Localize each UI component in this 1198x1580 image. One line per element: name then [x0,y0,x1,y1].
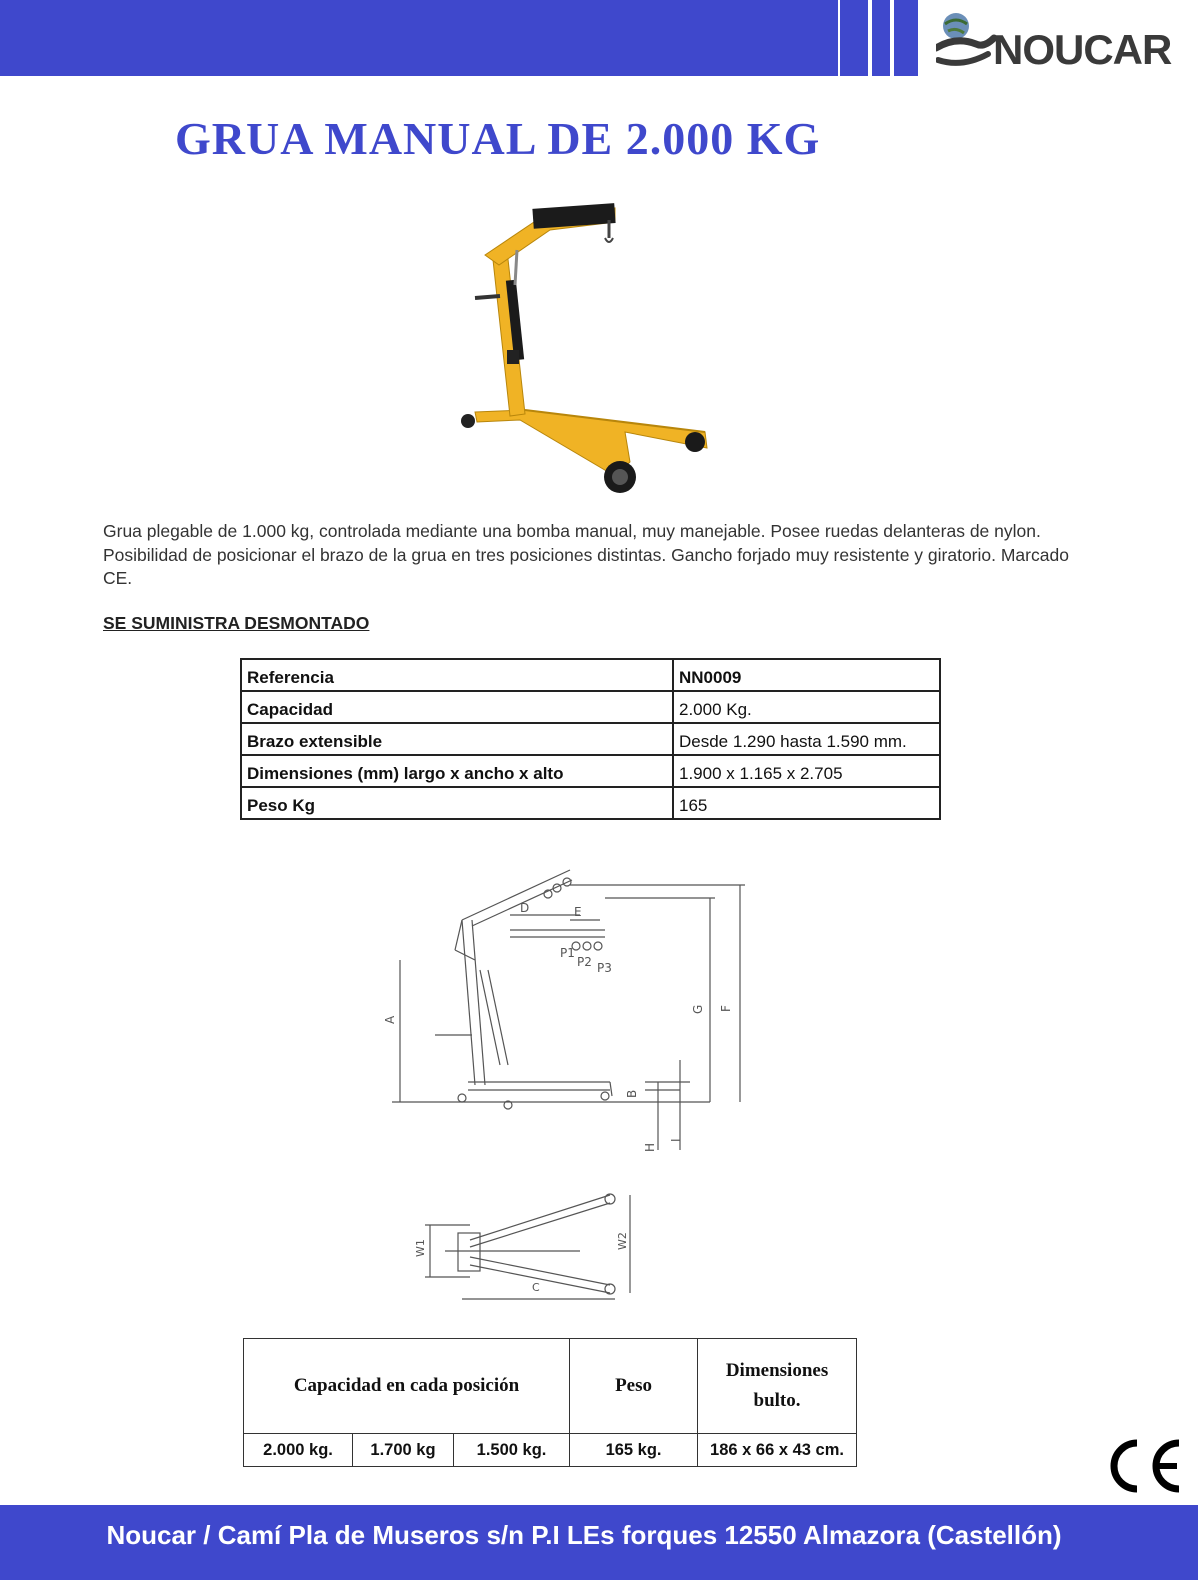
spec-value: NN0009 [673,659,940,691]
header-weight: Peso [570,1339,698,1434]
ce-mark-icon [1103,1437,1185,1495]
dim-i-label: I [669,1138,683,1142]
table-header-row [244,1339,857,1434]
dim-e-label: E [574,905,582,919]
dim-c-label: C [532,1281,540,1294]
dim-d-label: D [520,901,530,915]
spec-label: Referencia [241,659,673,691]
table-row [241,787,940,819]
p1-label: P1 [560,946,575,960]
spec-value: 1.900 x 1.165 x 2.705 [673,755,940,787]
header-dimensions [698,1339,857,1434]
page-title: GRUA MANUAL DE 2.000 KG [175,113,821,164]
capacity-table [243,1338,857,1467]
spec-label: Peso Kg [241,787,673,819]
p2-label: P2 [577,955,592,969]
weight-value: 165 kg. [570,1434,698,1467]
p3-label: P3 [597,961,612,975]
dim-b-label: B [625,1089,639,1098]
table-row [241,691,940,723]
brand-name: NOUCAR [993,26,1172,73]
spec-label: Capacidad [241,691,673,723]
top-view-diagram [410,1185,650,1305]
header-stripe [894,0,918,76]
header-capacity: Capacidad en cada posición [244,1339,570,1434]
table-row [241,755,940,787]
dim-w2-label: W2 [616,1232,629,1250]
table-row [241,659,940,691]
capacity-p3: 1.500 kg. [454,1434,570,1467]
capacity-p2: 1.700 kg [353,1434,454,1467]
spec-value: 165 [673,787,940,819]
header-stripe [872,0,890,76]
footer-address: Noucar / Camí Pla de Museros s/n P.I LEs forques 12550 Almazora (Castellón) [106,1520,1062,1550]
supplied-disassembled-note: SE SUMINISTRA DESMONTADO [103,613,370,633]
table-row [244,1434,857,1467]
specs-table [240,658,941,820]
product-description: Grua plegable de 1.000 kg, controlada mediante una bomba manual, muy manejable. Posee ruedas delanteras de nylon. Posibilidad de posicionar el brazo de la grua en tres posiciones distintas. Gancho forjado muy resistente y giratorio. Marcado CE. [103,521,1069,588]
package-dimensions: 186 x 66 x 43 cm. [698,1434,857,1467]
spec-value: Desde 1.290 hasta 1.590 mm. [673,723,940,755]
table-row [241,723,940,755]
dim-f-label: F [719,1005,733,1012]
crane-photo [455,200,725,500]
dim-h-label: H [643,1142,657,1152]
side-view-diagram [380,860,760,1160]
header-bar [0,0,838,76]
header-stripe [840,0,868,76]
header-dimensions-line2: bulto. [753,1390,801,1411]
header-dimensions-line1: Dimensiones [725,1360,829,1381]
dim-g-label: G [691,1004,705,1014]
dim-a-label: A [383,1015,397,1024]
capacity-p1: 2.000 kg. [244,1434,353,1467]
spec-label: Brazo extensible [241,723,673,755]
spec-value: 2.000 Kg. [673,691,940,723]
dim-w1-label: W1 [414,1239,427,1257]
spec-label: Dimensiones (mm) largo x ancho x alto [241,755,673,787]
